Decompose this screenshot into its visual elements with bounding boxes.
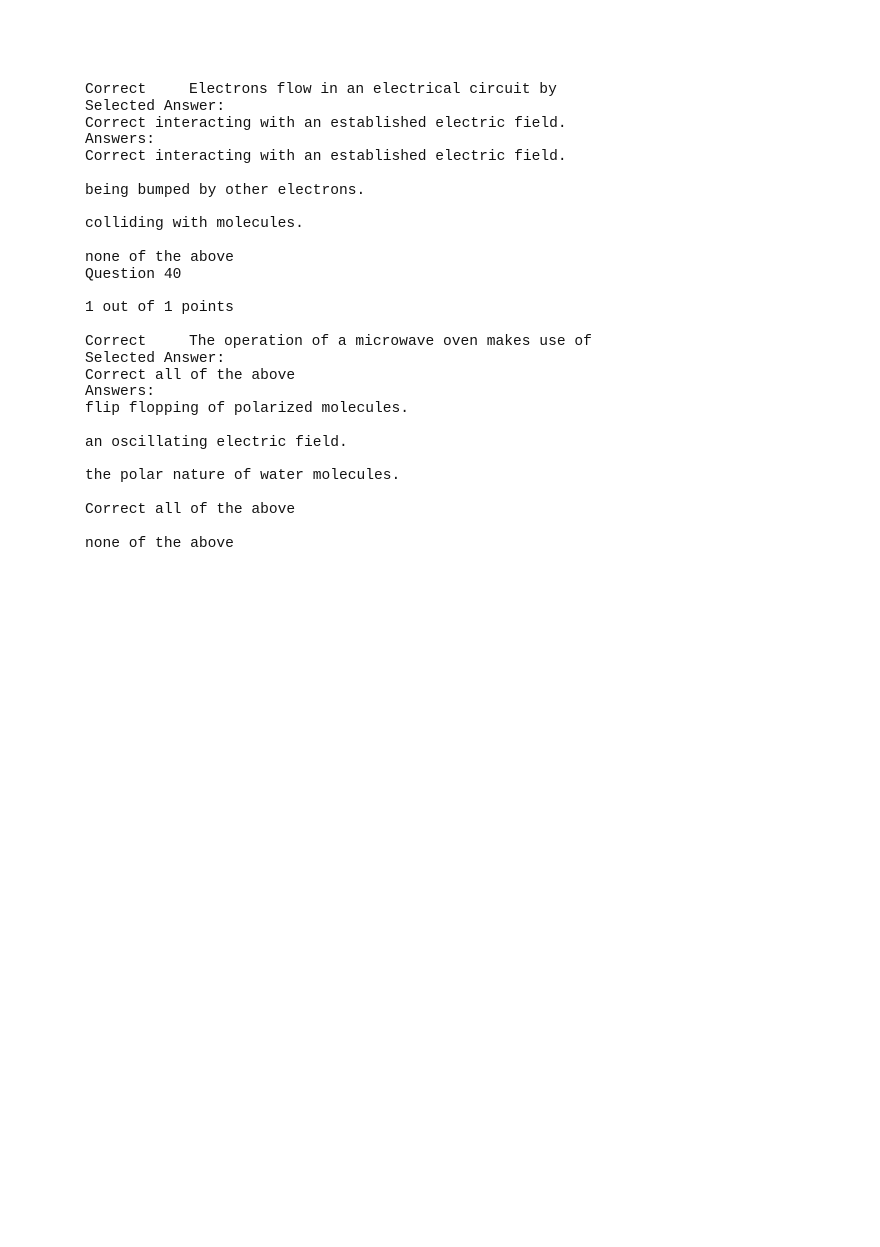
question-40-answer-option: flip flopping of polarized molecules. bbox=[85, 401, 410, 418]
question-39-selected-answer: Correct interacting with an established electric field. bbox=[85, 115, 567, 132]
question-39-answers-label: Answers: bbox=[85, 132, 156, 149]
question-40-status: Correct bbox=[85, 333, 147, 350]
question-40-answers-label: Answers: bbox=[85, 384, 156, 401]
question-40-prompt: The operation of a microwave oven makes use of bbox=[189, 333, 592, 350]
question-40-header bbox=[85, 334, 845, 351]
question-40-answer-option: an oscillating electric field. bbox=[85, 434, 348, 451]
question-40-answer-option: none of the above bbox=[85, 535, 234, 552]
question-40-points: 1 out of 1 points bbox=[85, 300, 234, 317]
question-39-header bbox=[85, 82, 845, 99]
question-39-answer-option: Correct interacting with an established electric field. bbox=[85, 149, 567, 166]
question-40-title: Question 40 bbox=[85, 266, 182, 283]
question-39-prompt: Electrons flow in an electrical circuit by bbox=[189, 82, 557, 98]
question-40-answer-option: Correct all of the above bbox=[85, 501, 296, 518]
question-40-selected-answer-label: Selected Answer: bbox=[85, 350, 226, 367]
question-40-answer-option: the polar nature of water molecules. bbox=[85, 468, 401, 485]
question-39-answer-option: none of the above bbox=[85, 249, 234, 266]
question-39-selected-answer-label: Selected Answer: bbox=[85, 98, 226, 115]
document-content bbox=[85, 82, 845, 552]
question-39-status: Correct bbox=[85, 82, 147, 98]
question-39-answer-option: being bumped by other electrons. bbox=[85, 182, 366, 199]
question-40-selected-answer: Correct all of the above bbox=[85, 367, 296, 384]
question-39-answer-option: colliding with molecules. bbox=[85, 216, 304, 233]
